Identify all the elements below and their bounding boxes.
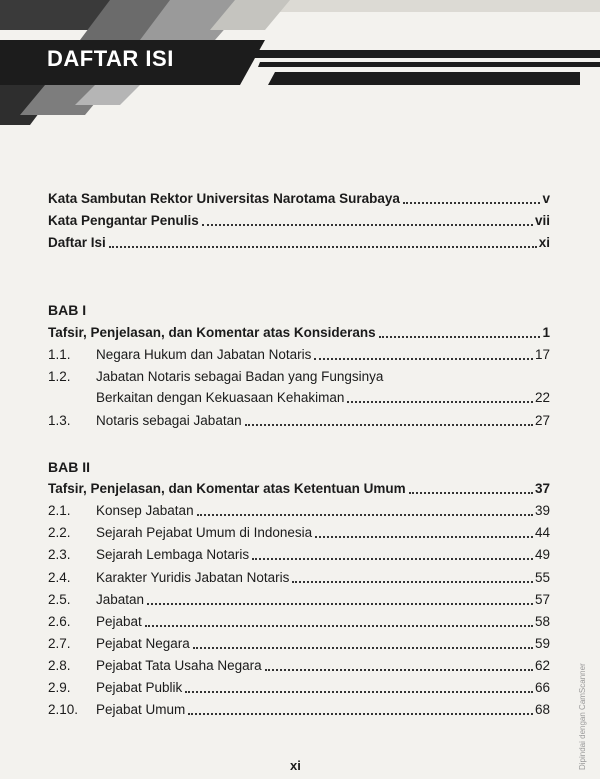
toc-entry <box>48 544 550 564</box>
dot-leader <box>315 535 533 538</box>
section-page: 39 <box>534 503 550 518</box>
section-text: Jabatan Notaris sebagai Badan yang Fungsinya <box>96 369 384 384</box>
toc-entry <box>48 366 550 386</box>
section-number: 2.6. <box>48 614 71 629</box>
section-text: Karakter Yuridis Jabatan Notaris <box>96 570 290 585</box>
dot-leader <box>314 357 533 360</box>
section-number: 1.2. <box>48 369 71 384</box>
section-page: 55 <box>534 570 550 585</box>
chapter-title-entry <box>48 478 550 498</box>
toc-entry <box>48 611 550 631</box>
dot-leader <box>145 624 533 627</box>
scanner-watermark: Dipindai dengan CamScanner <box>578 663 587 770</box>
section-page: 59 <box>534 636 550 651</box>
chapter-label: BAB I <box>48 302 87 318</box>
toc-entry <box>48 188 550 208</box>
dot-leader <box>109 245 537 248</box>
section-page: 49 <box>534 547 550 562</box>
dot-leader <box>252 557 533 560</box>
toc-entry <box>48 410 550 430</box>
dot-leader <box>347 400 533 403</box>
section-page: 62 <box>534 658 550 673</box>
dot-leader <box>202 223 533 226</box>
section-text: Pejabat Publik <box>96 680 183 695</box>
toc-entry <box>48 633 550 653</box>
section-page: 22 <box>534 390 550 405</box>
dot-leader <box>379 335 540 338</box>
dot-leader <box>292 580 533 583</box>
section-page: 57 <box>534 592 550 607</box>
section-number: 2.7. <box>48 636 71 651</box>
toc-entry <box>48 655 550 675</box>
dot-leader <box>147 602 533 605</box>
section-number: 2.10. <box>48 702 79 717</box>
toc-entry-text: Kata Pengantar Penulis <box>48 213 199 228</box>
toc-entry-page: v <box>542 191 550 206</box>
dot-leader <box>188 712 533 715</box>
toc-entry <box>48 567 550 587</box>
toc-entry <box>48 522 550 542</box>
section-number: 2.9. <box>48 680 71 695</box>
chapter-title: Tafsir, Penjelasan, dan Komentar atas Konsiderans <box>48 325 376 340</box>
section-page: 66 <box>534 680 550 695</box>
toc-entry-continuation <box>48 387 550 407</box>
toc-entry <box>48 232 550 252</box>
section-number: 2.2. <box>48 525 71 540</box>
section-number: 1.1. <box>48 347 71 362</box>
toc-entry-text: Daftar Isi <box>48 235 106 250</box>
section-text: Berkaitan dengan Kekuasaan Kehakiman <box>96 390 345 405</box>
section-text: Pejabat <box>96 614 142 629</box>
section-text: Negara Hukum dan Jabatan Notaris <box>96 347 312 362</box>
dot-leader <box>245 423 533 426</box>
section-text: Konsep Jabatan <box>96 503 194 518</box>
section-page: 17 <box>534 347 550 362</box>
section-page: 27 <box>534 413 550 428</box>
section-number: 2.3. <box>48 547 71 562</box>
section-number: 2.4. <box>48 570 71 585</box>
section-text: Jabatan <box>96 592 145 607</box>
section-page: 44 <box>534 525 550 540</box>
dot-leader <box>409 491 533 494</box>
section-text: Pejabat Umum <box>96 702 186 717</box>
chapter-title: Tafsir, Penjelasan, dan Komentar atas Ketentuan Umum <box>48 481 406 496</box>
chapter-page: 1 <box>542 325 550 340</box>
dot-leader <box>185 690 533 693</box>
chapter-label: BAB II <box>48 459 90 475</box>
section-number: 1.3. <box>48 413 71 428</box>
toc-entry <box>48 677 550 697</box>
section-text: Sejarah Lembaga Notaris <box>96 547 250 562</box>
section-number: 2.8. <box>48 658 71 673</box>
chapter-title-entry <box>48 322 550 342</box>
toc-entry-page: vii <box>534 213 550 228</box>
section-number: 2.1. <box>48 503 71 518</box>
page-number: xi <box>290 758 301 773</box>
section-page: 58 <box>534 614 550 629</box>
toc-entry-text: Kata Sambutan Rektor Universitas Narotama Surabaya <box>48 191 400 206</box>
toc-entry-page: xi <box>538 235 550 250</box>
section-text: Pejabat Negara <box>96 636 190 651</box>
toc-entry <box>48 344 550 364</box>
dot-leader <box>403 201 540 204</box>
toc-entry <box>48 589 550 609</box>
section-text: Pejabat Tata Usaha Negara <box>96 658 262 673</box>
section-page: 68 <box>534 702 550 717</box>
dot-leader <box>197 513 533 516</box>
page-title: DAFTAR ISI <box>47 46 174 71</box>
section-text: Notaris sebagai Jabatan <box>96 413 242 428</box>
chapter-page: 37 <box>534 481 550 496</box>
section-number: 2.5. <box>48 592 71 607</box>
toc-entry <box>48 699 550 719</box>
dot-leader <box>193 646 533 649</box>
toc-entry <box>48 210 550 230</box>
toc-entry <box>48 500 550 520</box>
dot-leader <box>265 668 533 671</box>
section-text: Sejarah Pejabat Umum di Indonesia <box>96 525 313 540</box>
